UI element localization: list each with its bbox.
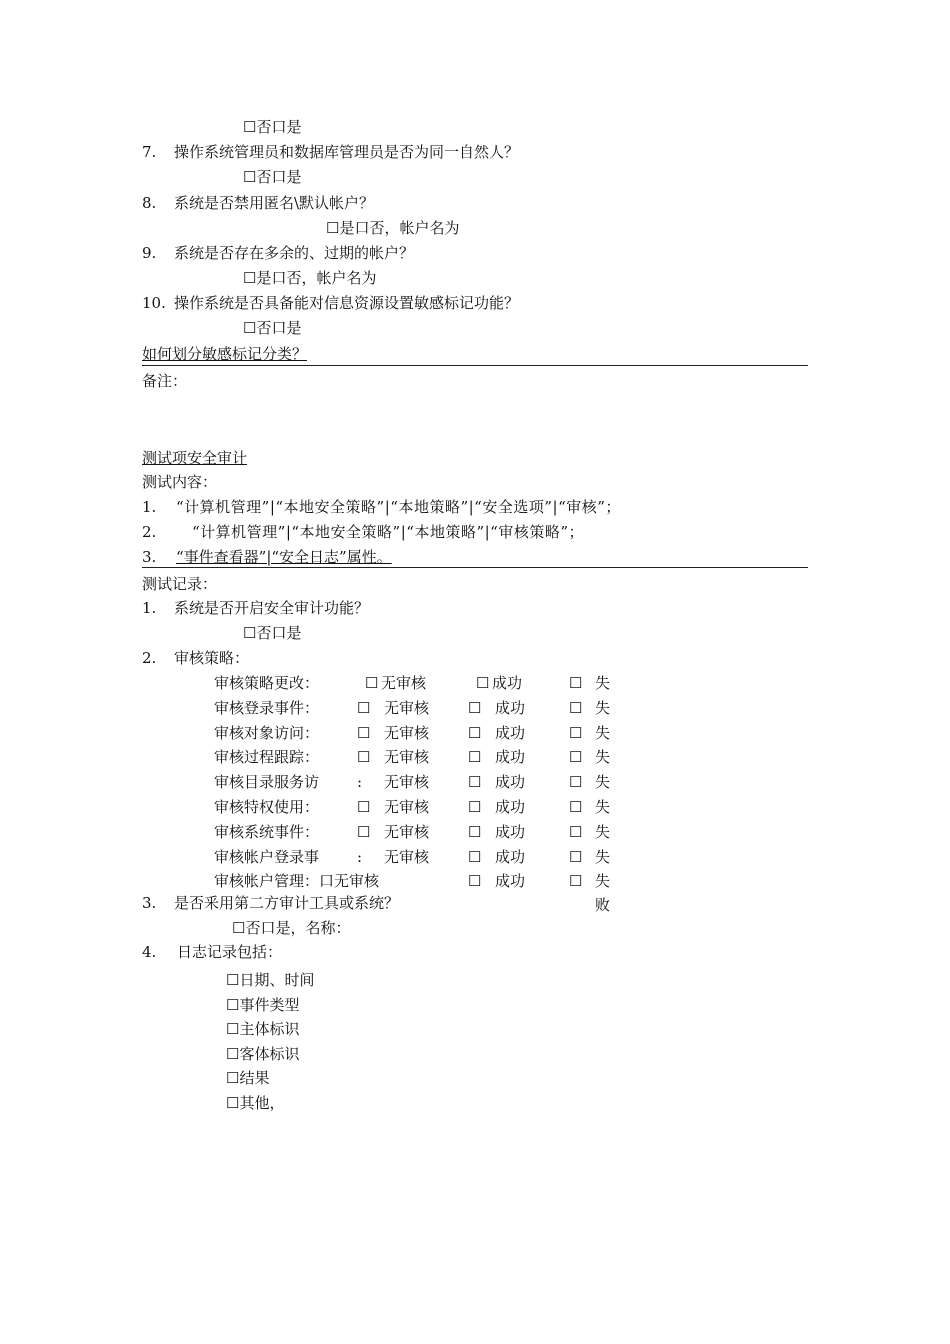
question-number: 8. xyxy=(142,194,157,212)
success-label: 成功 xyxy=(495,724,526,742)
success-label: 成功 xyxy=(495,823,526,841)
policy-label: 审核系统事件： xyxy=(214,823,320,841)
success-label: 成功 xyxy=(492,674,523,692)
failure-label: 失 xyxy=(595,699,611,717)
question-text: 系统是否存在多余的、过期的帐户？ xyxy=(174,244,415,262)
content-item-number: 3. xyxy=(142,548,157,566)
policy-label: 审核帐户登录事 xyxy=(214,848,320,866)
answer-line: ☐否口是 xyxy=(243,319,302,337)
success-checkbox[interactable]: ☐ xyxy=(468,699,482,717)
no-audit-checkbox[interactable]: ☐ xyxy=(357,699,371,717)
failure-checkbox[interactable]: ☐ xyxy=(569,748,583,766)
policy-label: 审核策略更改： xyxy=(214,674,320,692)
failure-label: 失 xyxy=(595,724,611,742)
failure-label: 失 xyxy=(595,674,611,692)
log-item[interactable]: ☐结果 xyxy=(226,1069,270,1087)
failure-checkbox[interactable]: ☐ xyxy=(569,798,583,816)
failure-checkbox[interactable]: ☐ xyxy=(569,724,583,742)
answer-line: ☐否口是，名称： xyxy=(232,919,351,937)
record-label: 测试记录： xyxy=(142,575,218,593)
no-audit-label: 无审核 xyxy=(384,848,430,866)
no-audit-label: 无审核 xyxy=(384,773,430,791)
answer-line: ☐是口否，帐户名为 xyxy=(326,219,460,237)
policy-label: 审核帐户管理：口无审核 xyxy=(214,872,380,890)
question-number: 1. xyxy=(142,599,157,617)
content-item-text: “计算机管理”|“本地安全策略”|“本地策略”|“审核策略”； xyxy=(192,523,585,541)
answer-line: ☐否口是 xyxy=(243,624,302,642)
question-text: 操作系统管理员和数据库管理员是否为同一自然人？ xyxy=(174,143,520,161)
no-audit-label: 无审核 xyxy=(384,798,430,816)
question-number: 10. xyxy=(142,294,166,312)
success-checkbox[interactable]: ☐ xyxy=(468,773,482,791)
failure-label: 失 xyxy=(595,748,611,766)
success-checkbox[interactable]: ☐ xyxy=(468,872,482,890)
question-number: 3. xyxy=(142,894,157,912)
no-audit-label: 无审核 xyxy=(384,823,430,841)
no-audit-checkbox[interactable]: : xyxy=(357,773,363,791)
success-label: 成功 xyxy=(495,773,526,791)
failure-label: 失 xyxy=(595,848,611,866)
success-label: 成功 xyxy=(495,748,526,766)
answer-line: ☐否口是 xyxy=(243,168,302,186)
no-audit-checkbox[interactable]: : xyxy=(357,848,363,866)
policy-label: 审核目录服务访 xyxy=(214,773,320,791)
question-text: 操作系统是否具备能对信息资源设置敏感标记功能？ xyxy=(174,294,520,312)
failure-checkbox[interactable]: ☐ xyxy=(569,872,583,890)
failure-label: 失 xyxy=(595,773,611,791)
answer-line: ☐否口是 xyxy=(243,118,302,136)
log-item[interactable]: ☐客体标识 xyxy=(226,1045,300,1063)
success-label: 成功 xyxy=(495,798,526,816)
no-audit-label: 无审核 xyxy=(381,674,427,692)
failure-checkbox[interactable]: ☐ xyxy=(569,699,583,717)
success-checkbox[interactable]: ☐ xyxy=(468,798,482,816)
no-audit-label: 无审核 xyxy=(384,699,430,717)
policy-label: 审核对象访问： xyxy=(214,724,320,742)
success-checkbox[interactable]: ☐ xyxy=(468,748,482,766)
failure-checkbox[interactable]: ☐ xyxy=(569,848,583,866)
content-item-text: “计算机管理”|“本地安全策略”|“本地策略”|“安全选项”|“审核”； xyxy=(176,498,621,516)
question-text: 日志记录包括： xyxy=(177,943,283,961)
no-audit-checkbox[interactable]: ☐ xyxy=(357,724,371,742)
failure-checkbox[interactable]: ☐ xyxy=(569,773,583,791)
question-number: 4. xyxy=(142,943,157,961)
no-audit-checkbox[interactable]: ☐ xyxy=(357,798,371,816)
content-item-number: 1. xyxy=(142,498,157,516)
answer-line: ☐是口否，帐户名为 xyxy=(243,269,377,287)
content-item-number: 2. xyxy=(142,523,157,541)
no-audit-label: 无审核 xyxy=(384,724,430,742)
question-number: 9. xyxy=(142,244,157,262)
success-label: 成功 xyxy=(495,699,526,717)
question-number: 7. xyxy=(142,143,157,161)
content-item-text: “事件查看器”|“安全日志”属性。 xyxy=(176,548,392,566)
remark-label: 备注： xyxy=(142,372,188,390)
question-text: 系统是否开启安全审计功能？ xyxy=(174,599,370,617)
content-label: 测试内容： xyxy=(142,473,218,491)
success-checkbox[interactable]: ☐ xyxy=(468,848,482,866)
no-audit-checkbox[interactable]: ☐ xyxy=(365,674,379,692)
policy-label: 审核特权使用： xyxy=(214,798,320,816)
log-item[interactable]: ☐其他， xyxy=(226,1094,285,1112)
failure-label: 失 xyxy=(595,823,611,841)
question-text: 是否釆用第二方审计工具或系统？ xyxy=(174,894,400,912)
success-checkbox[interactable]: ☐ xyxy=(476,674,490,692)
policy-label: 审核登录事件： xyxy=(214,699,320,717)
log-item[interactable]: ☐日期、时间 xyxy=(226,971,315,989)
failure-label: 失 xyxy=(595,798,611,816)
failure-label: 失败 xyxy=(595,872,611,914)
success-checkbox[interactable]: ☐ xyxy=(468,724,482,742)
no-audit-checkbox[interactable]: ☐ xyxy=(357,748,371,766)
success-label: 成功 xyxy=(495,848,526,866)
divider xyxy=(142,567,808,568)
no-audit-label: 无审核 xyxy=(384,748,430,766)
question-text: 审核策略： xyxy=(174,649,250,667)
sensitive-question: 如何划分敏感标记分类？ xyxy=(142,345,308,363)
no-audit-checkbox[interactable]: ☐ xyxy=(357,823,371,841)
log-item[interactable]: ☐主体标识 xyxy=(226,1020,300,1038)
failure-checkbox[interactable]: ☐ xyxy=(569,674,583,692)
success-checkbox[interactable]: ☐ xyxy=(468,823,482,841)
failure-checkbox[interactable]: ☐ xyxy=(569,823,583,841)
success-label: 成功 xyxy=(495,872,526,890)
log-item[interactable]: ☐事件类型 xyxy=(226,996,300,1014)
policy-label: 审核过程跟踪： xyxy=(214,748,320,766)
divider xyxy=(142,365,808,366)
section-title: 测试项安全审计 xyxy=(142,449,248,467)
question-text: 系统是否禁用匿名\默认帐户？ xyxy=(174,194,375,212)
question-number: 2. xyxy=(142,649,157,667)
